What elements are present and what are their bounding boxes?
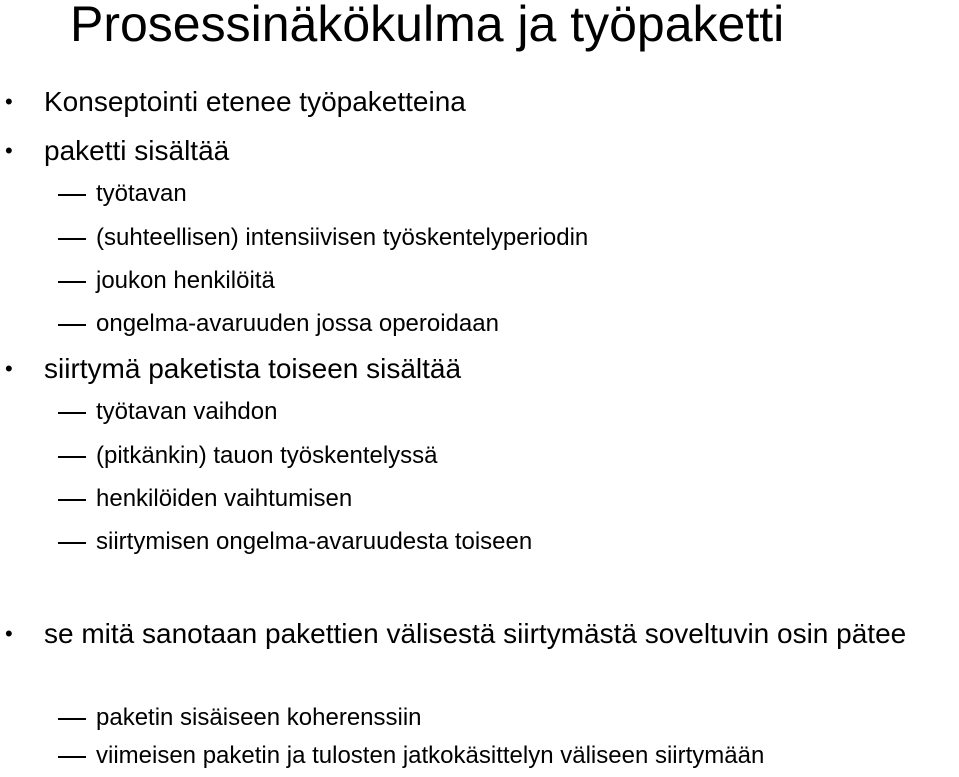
- bullet-text: siirtymä paketista toiseen sisältää: [44, 353, 462, 384]
- dash-icon: [58, 756, 86, 758]
- dash-icon: [58, 281, 86, 283]
- sub-item-5: [96, 396, 277, 428]
- bullet-item-2: [5, 133, 230, 169]
- sub-item-text: henkilöiden vaihtumisen: [96, 485, 353, 512]
- sub-item-10: [96, 740, 764, 772]
- bullet-text: Konseptointi etenee työpaketteina: [44, 86, 466, 117]
- sub-item-7: [96, 483, 352, 515]
- sub-item-4: [96, 308, 499, 340]
- sub-item-text: työtavan: [96, 180, 187, 207]
- bullet-text: se mitä sanotaan pakettien välisestä siirtymästä soveltuvin osin pätee: [44, 618, 907, 649]
- sub-item-2: [96, 222, 588, 254]
- bullet-item-4: [5, 616, 954, 652]
- dash-icon: [58, 324, 86, 326]
- dash-icon: [58, 718, 86, 720]
- bullet-text: paketti sisältää: [44, 135, 230, 166]
- sub-item-text: ongelma-avaruuden jossa operoidaan: [96, 310, 499, 337]
- bullet-dot-icon: •: [5, 89, 13, 114]
- sub-item-6: [96, 440, 438, 472]
- sub-item-8: [96, 526, 532, 558]
- bullet-dot-icon: •: [5, 621, 13, 646]
- sub-item-text: työtavan vaihdon: [96, 398, 278, 425]
- bullet-item-1: [5, 84, 466, 120]
- dash-icon: [58, 194, 86, 196]
- sub-item-text: paketin sisäiseen koherenssiin: [96, 704, 422, 731]
- sub-item-text: (suhteellisen) intensiivisen työskentelyperiodin: [96, 224, 589, 251]
- sub-item-text: siirtymisen ongelma-avaruudesta toiseen: [96, 528, 533, 555]
- dash-icon: [58, 238, 86, 240]
- sub-item-3: [96, 265, 275, 297]
- bullet-dot-icon: •: [5, 356, 13, 381]
- dash-icon: [58, 412, 86, 414]
- dash-icon: [58, 542, 86, 544]
- dash-icon: [58, 456, 86, 458]
- sub-item-1: [96, 178, 187, 210]
- sub-item-text: (pitkänkin) tauon työskentelyssä: [96, 442, 438, 469]
- bullet-dot-icon: •: [5, 138, 13, 163]
- sub-item-text: viimeisen paketin ja tulosten jatkokäsittelyn väliseen siirtymään: [96, 742, 765, 769]
- bullet-item-3: [5, 351, 462, 387]
- sub-item-9: [96, 702, 422, 734]
- dash-icon: [58, 499, 86, 501]
- slide-title: Prosessinäkökulma ja työpaketti: [70, 0, 785, 52]
- sub-item-text: joukon henkilöitä: [96, 267, 275, 294]
